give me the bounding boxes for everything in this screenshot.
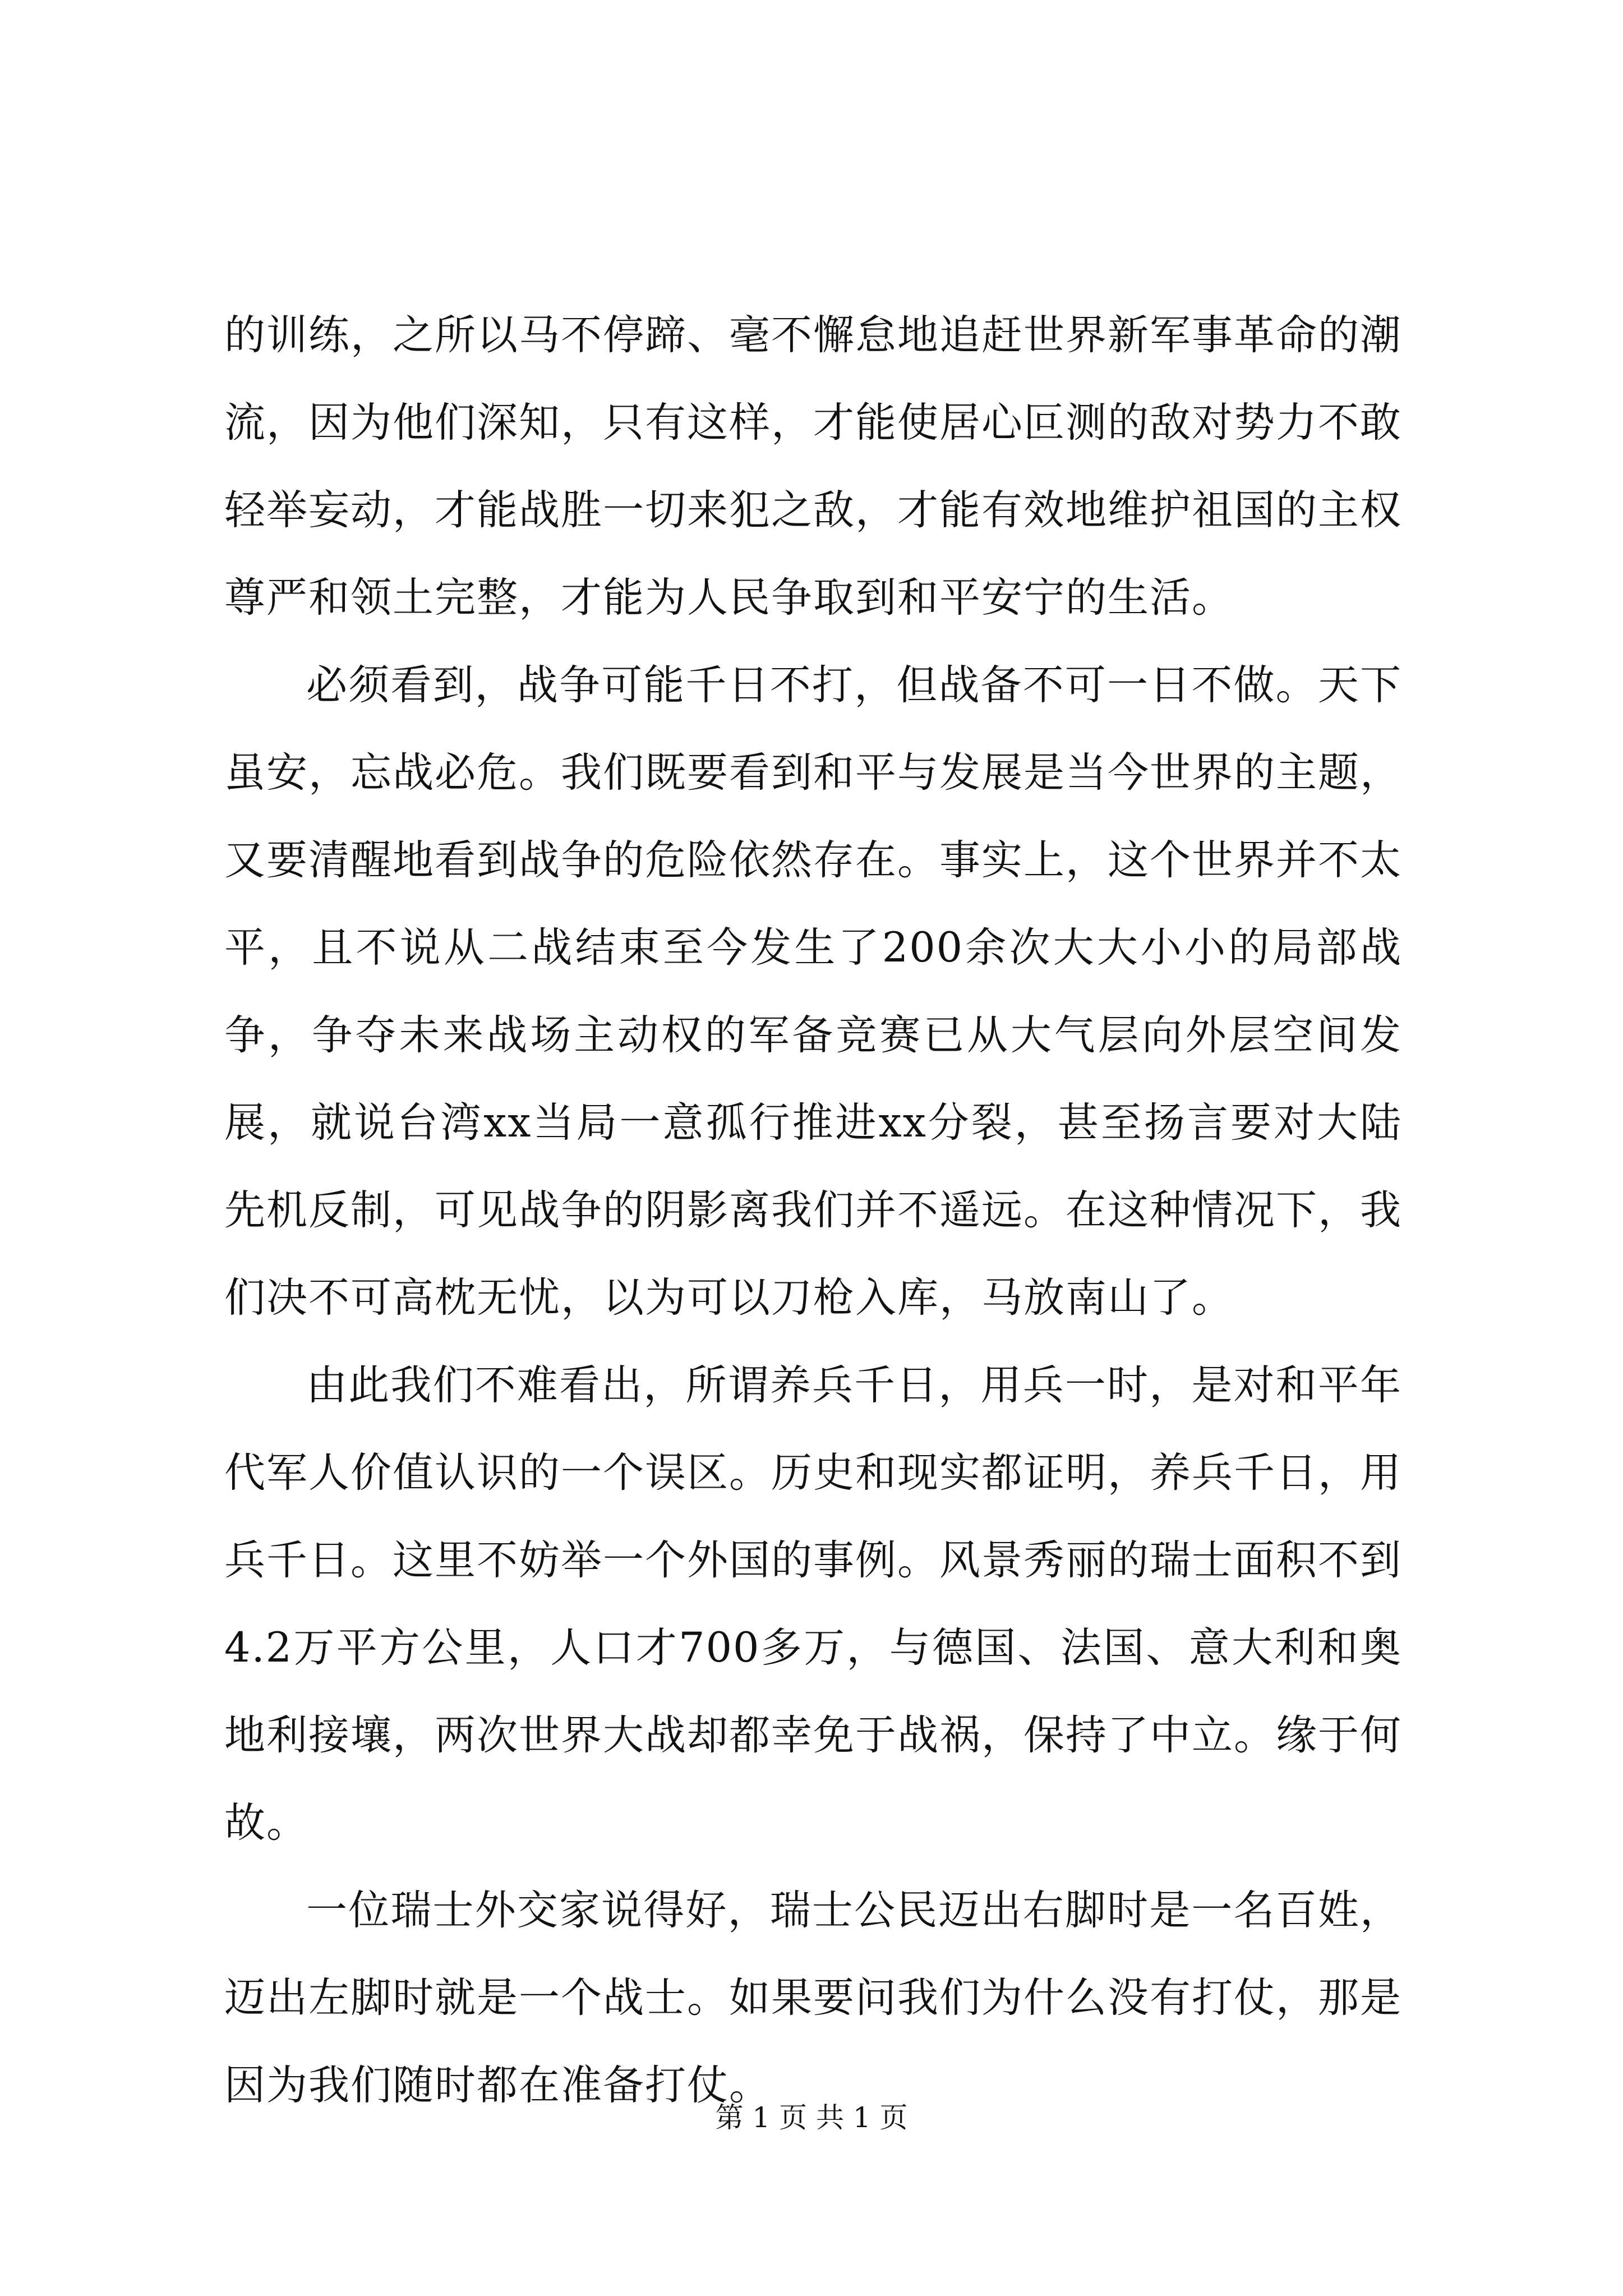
- paragraph: 由此我们不难看出，所谓养兵千日，用兵一时，是对和平年代军人价值认识的一个误区。历史和现实都证明，养兵千日，用兵千日。这里不妨举一个外国的事例。风景秀丽的瑞士面积不到4.2万平方公里，人口才700多万，与德国、法国、意大利和奥地利接壤，两次世界大战却都幸免于战祸，保持了中立。缘于何故。: [224, 1361, 1402, 1847]
- document-body: [224, 292, 1402, 2129]
- page-number-footer: 第 1 页 共 1 页: [715, 2101, 908, 2134]
- paragraph: 必须看到，战争可能千日不打，但战备不可一日不做。天下虽安，忘战必危。我们既要看到和平与发展是当今世界的主题，又要清醒地看到战争的危险依然存在。事实上，这个世界并不太平，且不说从二战结束至今发生了200余次大大小小的局部战争，争夺未来战场主动权的军备竞赛已从大气层向外层空间发展，就说台湾xx当局一意孤行推进xx分裂，甚至扬言要对大陆先机反制，可见战争的阴影离我们并不遥远。在这种情况下，我们决不可高枕无忧，以为可以刀枪入库，马放南山了。: [224, 661, 1402, 1322]
- paragraph: 一位瑞士外交家说得好，瑞士公民迈出右脚时是一名百姓，迈出左脚时就是一个战士。如果要问我们为什么没有打仗，那是因为我们随时都在准备打仗。: [224, 1887, 1402, 2109]
- paragraph-continuation: 的训练，之所以马不停蹄、毫不懈怠地追赶世界新军事革命的潮流，因为他们深知，只有这样，才能使居心叵测的敌对势力不敢轻举妄动，才能战胜一切来犯之敌，才能有效地维护祖国的主权尊严和领土完整，才能为人民争取到和平安宁的生活。: [224, 311, 1402, 622]
